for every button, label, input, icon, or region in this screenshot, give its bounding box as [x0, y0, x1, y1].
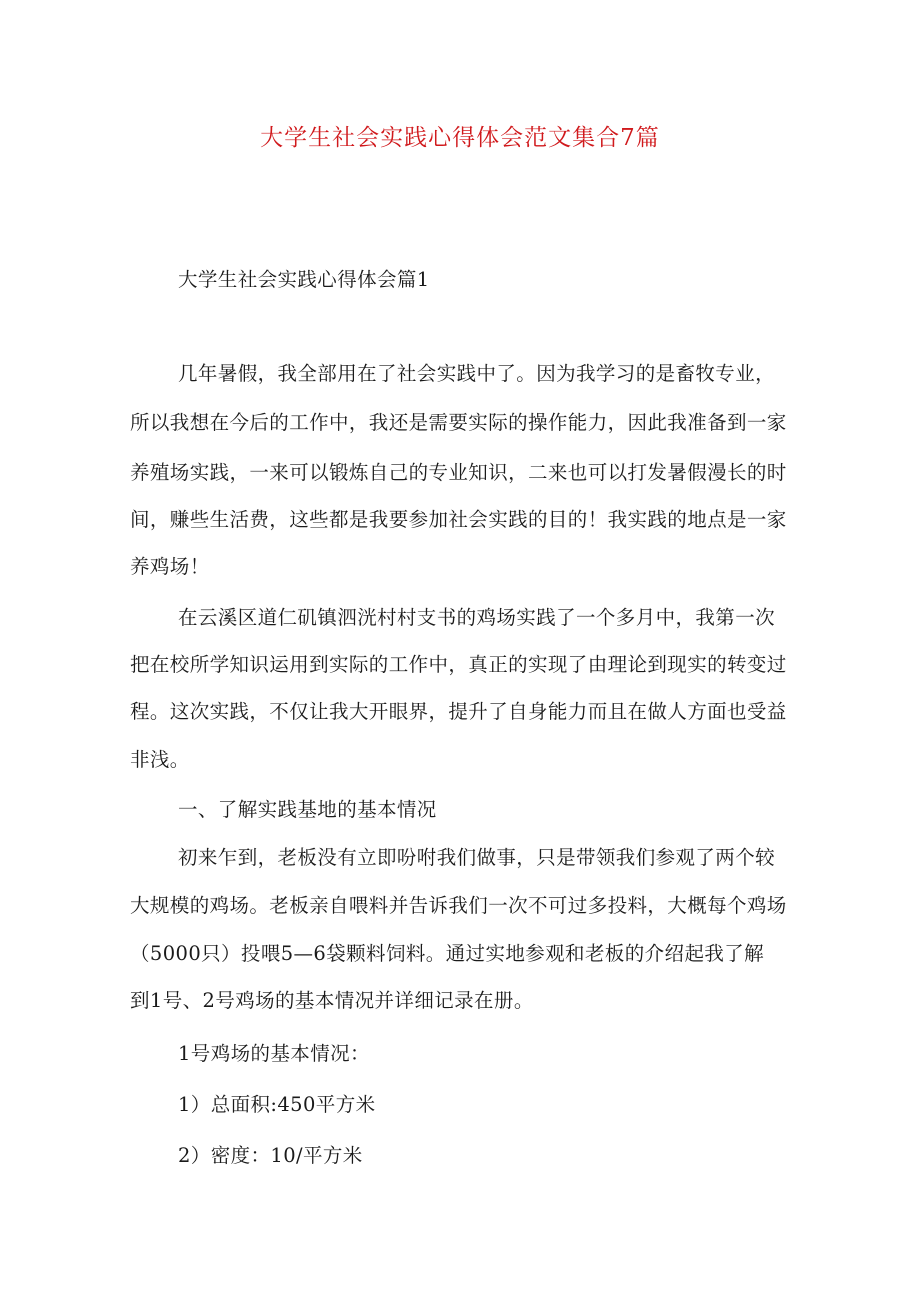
document-title: 大学生社会实践心得体会范文集合7篇 [260, 125, 660, 151]
paragraph-line: 养鸡场！ [130, 555, 210, 578]
paragraph-line: 养殖场实践，一来可以锻炼自己的专业知识，二来也可以打发暑假漫长的时 [130, 461, 787, 484]
paragraph-line: 大规模的鸡场。老板亲自喂料并告诉我们一次不可过多投料，大概每个鸡场 [130, 894, 787, 917]
paragraph-line: 非浅。 [130, 748, 190, 771]
paragraph-line: 程。这次实践，不仅让我大开眼界，提升了自身能力而且在做人方面也受益 [130, 700, 787, 723]
section-heading: 大学生社会实践心得体会篇1 [178, 268, 430, 291]
list-heading: 1号鸡场的基本情况： [178, 1042, 370, 1065]
paragraph-line: （5000只）投喂5—6袋颗料饲料。通过实地参观和老板的介绍起我了解 [130, 942, 765, 965]
paragraph-line: 几年暑假，我全部用在了社会实践中了。因为我学习的是畜牧专业， [178, 362, 776, 385]
subsection-heading: 一、了解实践基地的基本情况 [178, 798, 437, 821]
list-item: 2）密度：10/平方米 [178, 1144, 363, 1167]
paragraph-line: 间，赚些生活费，这些都是我要参加社会实践的目的！我实践的地点是一家 [130, 508, 787, 531]
paragraph-line: 在云溪区道仁矶镇泗洸村村支书的鸡场实践了一个多月中，我第一次 [178, 606, 776, 629]
paragraph-line: 到1号、2号鸡场的基本情况并详细记录在册。 [130, 989, 534, 1012]
paragraph-line: 所以我想在今后的工作中，我还是需要实际的操作能力，因此我准备到一家 [130, 411, 787, 434]
list-item: 1）总面积:450平方米 [178, 1093, 376, 1116]
paragraph-line: 把在校所学知识运用到实际的工作中，真正的实现了由理论到现实的转变过 [130, 653, 787, 676]
paragraph-line: 初来乍到，老板没有立即吩咐我们做事，只是带领我们参观了两个较 [178, 846, 776, 869]
